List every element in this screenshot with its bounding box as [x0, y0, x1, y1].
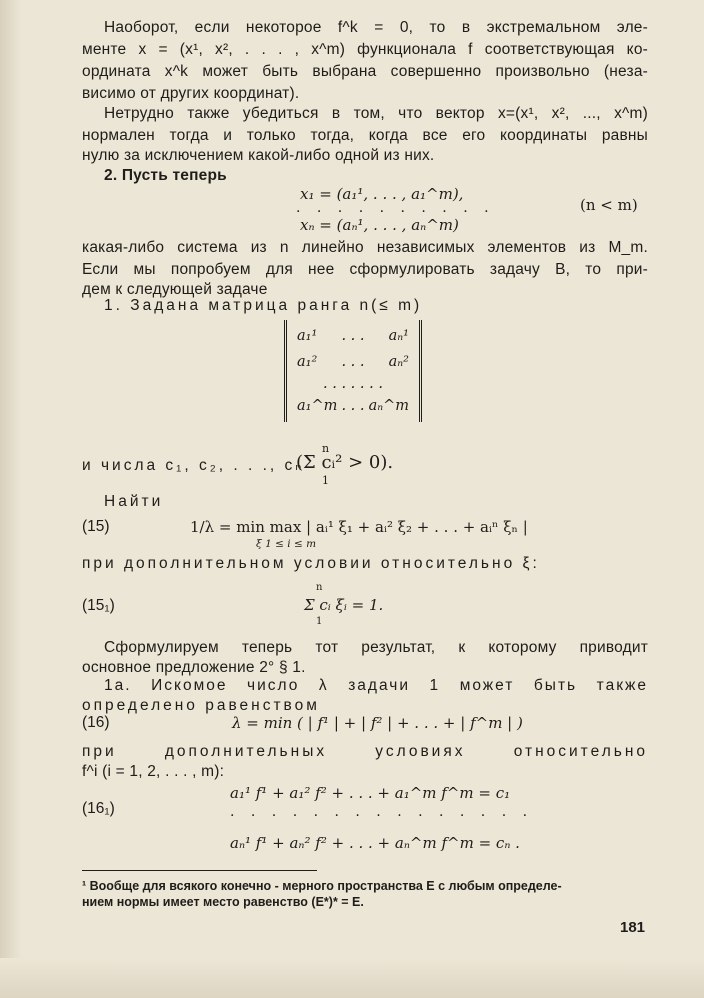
matrix — [284, 320, 422, 422]
matrix-row: a₁² . . . aₙ² — [297, 354, 409, 370]
text-line: Сформулируем теперь тот результат, к которому приводит — [104, 639, 648, 656]
system-first: x₁ = (a₁¹, . . . , a₁^m), — [300, 185, 464, 203]
text-line: ордината x^k может быть выбрана совершенно произвольно (неза- — [82, 63, 648, 80]
footnote-rule — [82, 870, 317, 871]
equation-15: 1/λ = min max | aᵢ¹ ξ₁ + aᵢ² ξ₂ + . . . + aᵢⁿ ξₙ | — [190, 518, 528, 536]
page-shadow-left — [0, 0, 22, 998]
footnote-line: ¹ Вообще для всякого конечно - мерного пространства E с любым определе- — [82, 879, 562, 893]
sum-bottom: 1 — [322, 474, 329, 487]
dots-row: . . . . . . . . . . — [296, 200, 495, 216]
text-line: Если мы попробуем для нее сформулировать задачу B, то при- — [82, 261, 648, 278]
sum-top: n — [322, 442, 330, 455]
dots-row: . . . . . . . . . . . . . . . — [230, 804, 534, 820]
matrix-row: . . . . . . . — [323, 376, 383, 392]
equation-number: (16₁) — [82, 800, 115, 817]
equation-16-1-last: aₙ¹ f¹ + aₙ² f² + . . . + aₙ^m f^m = cₙ . — [230, 834, 520, 852]
text-line: менте x = (x¹, x², . . . , x^m) функционала f соответствующая ко- — [82, 41, 648, 58]
condition: (n < m) — [580, 196, 638, 214]
text-line: 1. Задана матрица ранга n(≤ m) — [104, 297, 423, 314]
sum-bottom: 1 — [316, 616, 323, 627]
text-line: 1a. Искомое число λ задачи 1 может быть также — [104, 677, 648, 694]
text-line: Найти — [104, 493, 164, 510]
text-line: нормален тогда и только тогда, когда все его координаты равны — [82, 127, 648, 144]
matrix-row: a₁^m . . . aₙ^m — [297, 398, 409, 414]
equation-15-1: Σ cᵢ ξᵢ = 1. — [304, 596, 384, 614]
equation-16-1-first: a₁¹ f¹ + a₁² f² + . . . + a₁^m f^m = c₁ — [230, 784, 511, 802]
equation-number: (16) — [82, 714, 110, 731]
page-shadow-bottom — [0, 958, 704, 998]
equation-15-subscript: ξ 1 ≤ i ≤ m — [256, 538, 317, 550]
text-line: нулю за исключением какой-либо одной из них. — [82, 147, 435, 164]
text-line: висимо от других координат). — [82, 85, 300, 102]
text-line: f^i (i = 1, 2, . . . , m): — [82, 763, 225, 780]
equation-number: (15₁) — [82, 597, 115, 614]
text-line: при дополнительных условиях относительно — [82, 743, 648, 760]
text-line: дем к следующей задаче — [82, 281, 268, 298]
text-line: какая-либо система из n линейно независимых элементов из M_m. — [82, 239, 648, 256]
page-number: 181 — [620, 919, 646, 936]
equation-16: λ = min ( | f¹ | + | f² | + . . . + | f^m | ) — [232, 714, 523, 732]
sum-top: n — [316, 582, 323, 593]
text-line: и числа c₁, c₂, . . ., cₙ — [82, 457, 305, 474]
equation-number: (15) — [82, 518, 110, 535]
matrix-row: a₁¹ . . . aₙ¹ — [297, 328, 409, 344]
sum-condition: (Σ cᵢ² > 0). — [296, 452, 394, 473]
text-line: при дополнительном условии относительно ξ: — [82, 555, 540, 572]
system-last: xₙ = (aₙ¹, . . . , aₙ^m) — [300, 216, 459, 234]
footnote-line: нием нормы имеет место равенство (E*)* = E. — [82, 895, 364, 909]
text-line: Наоборот, если некоторое f^k = 0, то в экстремальном эле- — [104, 19, 648, 36]
text-line: основное предложение 2° § 1. — [82, 659, 306, 676]
text-line: Нетрудно также убедиться в том, что вектор x=(x¹, x², ..., x^m) — [104, 105, 648, 122]
section-heading: 2. Пусть теперь — [104, 167, 227, 184]
text-line: определено равенством — [82, 697, 320, 714]
